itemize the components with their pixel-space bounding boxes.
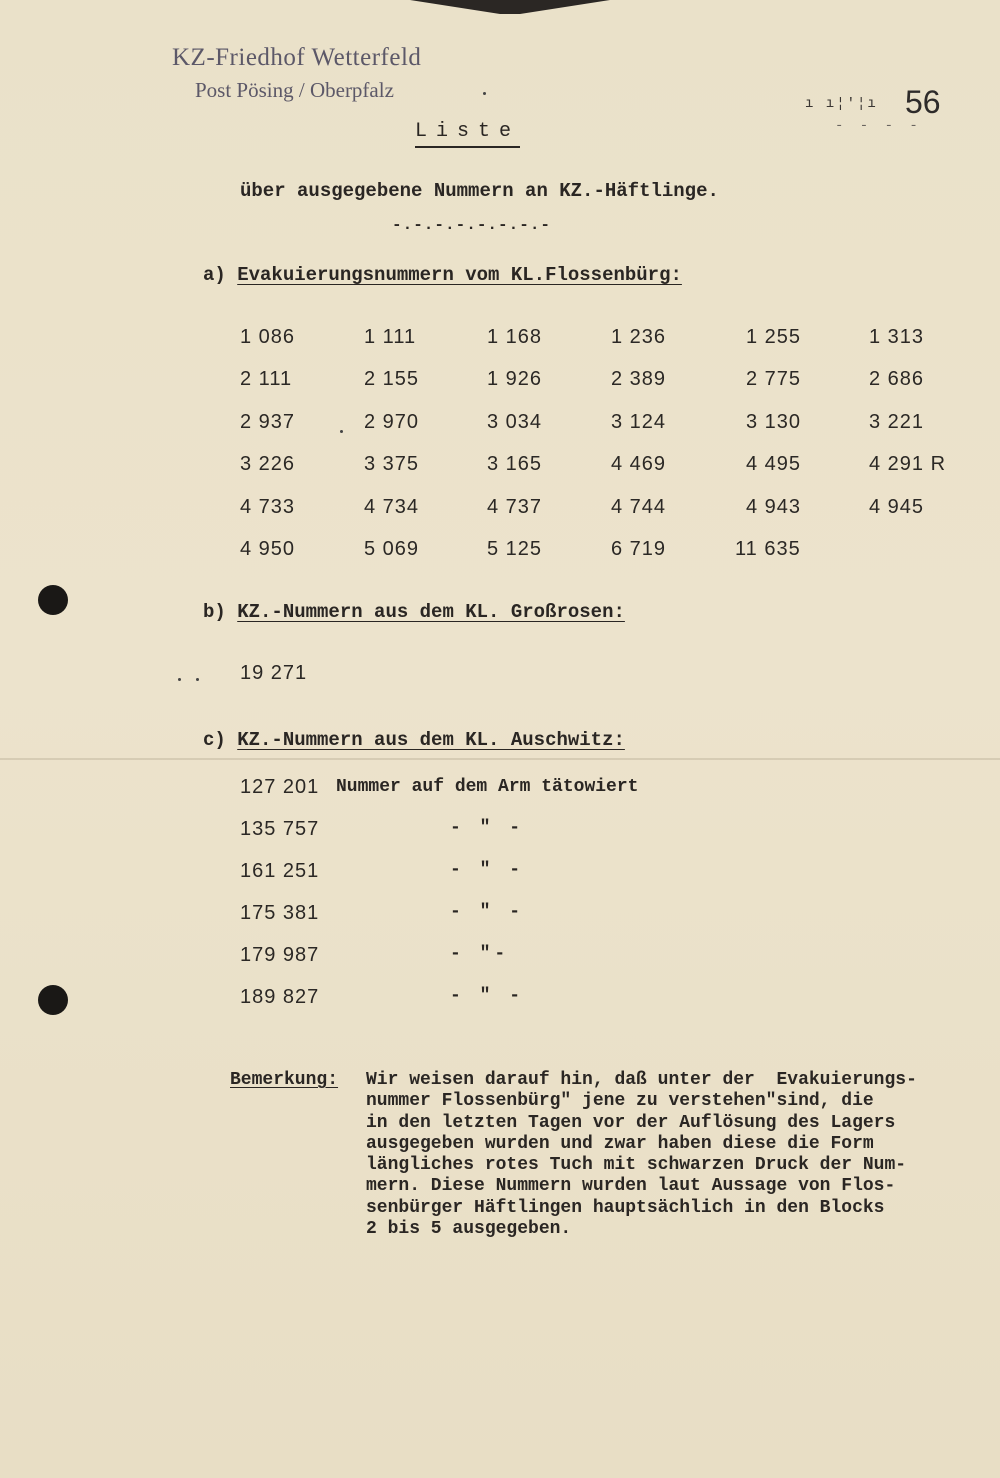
section-a-number: 4 734: [364, 496, 420, 518]
ditto-mark: - "-: [450, 944, 510, 964]
section-a-number: 2 970: [364, 411, 420, 433]
section-b-heading: [203, 601, 625, 623]
section-a-number: 2 389: [611, 368, 667, 390]
section-b-title: KZ.-Nummern aus dem KL. Großrosen:: [237, 601, 625, 623]
section-b-number: 19 271: [240, 662, 308, 684]
section-a-number: 1 313: [869, 326, 925, 348]
remark-line: längliches rotes Tuch mit schwarzen Druck der Num-: [366, 1155, 907, 1176]
section-c-number: 175 381: [240, 902, 320, 924]
section-c-number: 161 251: [240, 860, 320, 882]
section-a-number: 1 926: [487, 368, 543, 390]
fold-line: [0, 758, 1000, 760]
remark-label: Bemerkung:: [230, 1070, 339, 1090]
section-c-number: 179 987: [240, 944, 320, 966]
section-a-number: 1 168: [487, 326, 543, 348]
remark-text: [366, 1070, 991, 1240]
decorative-separator: -.-.-.-.-.-.-.-: [392, 216, 552, 234]
stamp-line-1: KZ-Friedhof Wetterfeld: [172, 44, 422, 71]
section-a-number: 4 291 R: [869, 453, 947, 475]
section-a-number: 4 943: [746, 496, 802, 518]
section-b-label: b): [203, 601, 226, 623]
section-a-number: 3 221: [869, 411, 925, 433]
top-edge-clip: [410, 0, 610, 14]
stray-mark: [340, 430, 343, 433]
section-a-number: 3 226: [240, 453, 296, 475]
section-c-number: 189 827: [240, 986, 320, 1008]
section-a-number: 2 686: [869, 368, 925, 390]
page-number: 56: [905, 84, 941, 120]
remark-line: in den letzten Tagen vor der Auflösung des Lagers: [366, 1112, 896, 1133]
section-a-number: 2 155: [364, 368, 420, 390]
section-a-number: 1 255: [746, 326, 802, 348]
section-a-number: 4 945: [869, 496, 925, 518]
section-c-note: Nummer auf dem Arm tätowiert: [336, 777, 639, 797]
section-a-number: 6 719: [611, 538, 667, 560]
remark-line: Wir weisen darauf hin, daß unter der Evakuierungs-: [366, 1070, 917, 1090]
section-a-number: 5 125: [487, 538, 543, 560]
ditto-mark: - " -: [450, 818, 525, 838]
ditto-mark: - " -: [450, 902, 525, 922]
page-marks: ı ı¦'¦ı: [805, 96, 878, 112]
section-a-number: 4 733: [240, 496, 296, 518]
section-a-number: 4 495: [746, 453, 802, 475]
remark-line: senbürger Häftlingen hauptsächlich in den Blocks: [366, 1197, 885, 1218]
ditto-mark: - " -: [450, 860, 525, 880]
section-a-number: 4 744: [611, 496, 667, 518]
section-c-title: KZ.-Nummern aus dem KL. Auschwitz:: [237, 729, 625, 751]
section-c-heading: [203, 729, 625, 751]
section-a-number: 2 775: [746, 368, 802, 390]
document-title: Liste: [415, 120, 520, 148]
section-a-number: 11 635: [735, 538, 801, 560]
section-a-label: a): [203, 264, 226, 286]
remark-line: ausgegeben wurden und zwar haben diese die Form: [366, 1133, 874, 1154]
section-a-number: 3 165: [487, 453, 543, 475]
section-c-number: 127 201: [240, 776, 320, 798]
section-a-number: 1 236: [611, 326, 667, 348]
section-c-number: 135 757: [240, 818, 320, 840]
ditto-mark: - " -: [450, 986, 525, 1006]
page-dashes: - - - -: [835, 118, 922, 134]
section-a-number: 4 737: [487, 496, 543, 518]
section-a-number: 2 937: [240, 411, 296, 433]
section-a-number: 4 469: [611, 453, 667, 475]
stray-mark: [178, 678, 181, 681]
section-a-number: 4 950: [240, 538, 296, 560]
stray-mark: [196, 678, 199, 681]
section-a-number: 1 111: [364, 326, 417, 348]
stamp-line-2: Post Pösing / Oberpfalz: [195, 78, 394, 102]
document-subtitle: über ausgegebene Nummern an KZ.-Häftlinge.: [240, 180, 719, 202]
section-a-heading: [203, 264, 682, 286]
stray-mark: [483, 92, 486, 95]
section-a-number: 3 130: [746, 411, 802, 433]
remark-line: mern. Diese Nummern wurden laut Aussage von Flos-: [366, 1176, 896, 1197]
section-a-number: 3 375: [364, 453, 420, 475]
section-a-number: 2 111: [240, 368, 293, 390]
punch-hole: [38, 985, 68, 1015]
section-a-number: 5 069: [364, 538, 420, 560]
section-a-number: 1 086: [240, 326, 296, 348]
punch-hole: [38, 585, 68, 615]
section-a-title: Evakuierungsnummern vom KL.Flossenbürg:: [237, 264, 682, 286]
remark-line: 2 bis 5 ausgegeben.: [366, 1219, 572, 1240]
section-a-number: 3 034: [487, 411, 543, 433]
section-a-number: 3 124: [611, 411, 667, 433]
section-c-label: c): [203, 729, 226, 751]
remark-line: nummer Flossenbürg" jene zu verstehen"sind, die: [366, 1091, 874, 1112]
